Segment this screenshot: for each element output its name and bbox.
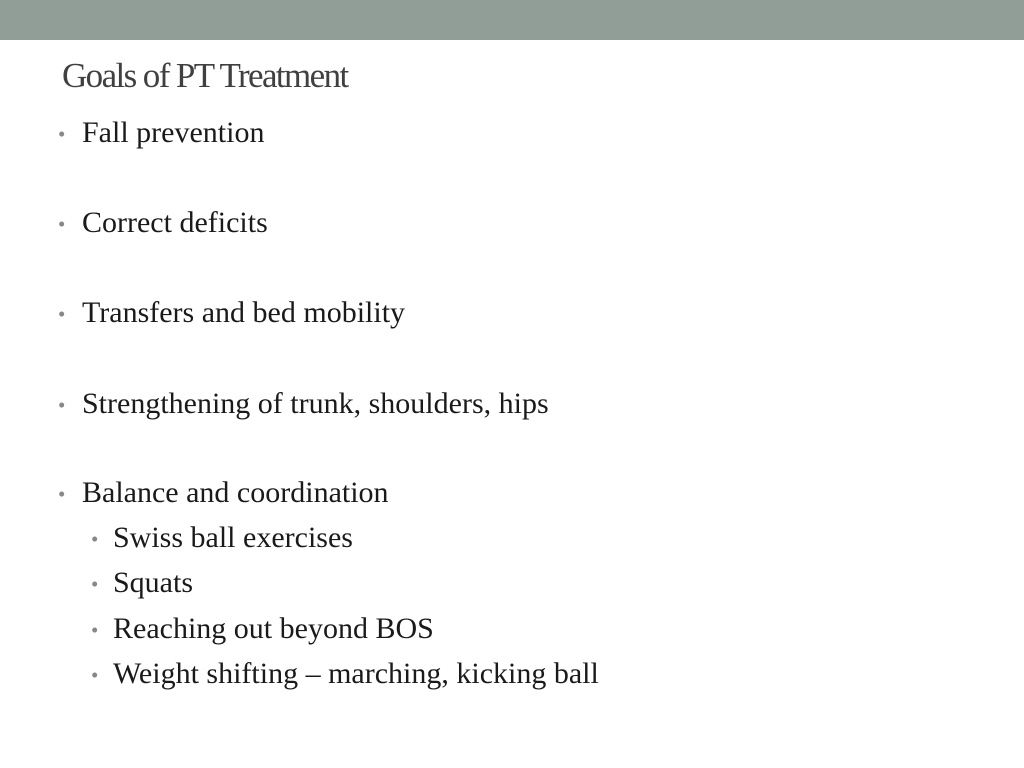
- bullet-icon: •: [58, 302, 66, 326]
- bullet-item-balance: [58, 475, 389, 511]
- bullet-text: Transfers and bed mobility: [82, 296, 406, 329]
- slide-title: Goals of PT Treatment: [62, 56, 348, 95]
- bullet-text: Correct deficits: [82, 206, 268, 239]
- bullet-text: Fall prevention: [82, 116, 265, 149]
- sub-bullet-text: Reaching out beyond BOS: [113, 612, 434, 645]
- bullet-icon: •: [91, 663, 99, 687]
- sub-bullet-text: Weight shifting – marching, kicking ball: [113, 657, 599, 690]
- sub-bullet-item-squats: [91, 565, 194, 601]
- sub-bullet-item-swiss-ball: [91, 520, 353, 556]
- bullet-item-correct-deficits: [58, 205, 268, 241]
- bullet-text: Balance and coordination: [82, 476, 389, 509]
- sub-bullet-text: Swiss ball exercises: [113, 521, 353, 554]
- bullet-item-fall-prevention: [58, 115, 265, 151]
- bullet-icon: •: [58, 212, 66, 236]
- bullet-icon: •: [58, 482, 66, 506]
- bullet-item-transfers: [58, 295, 406, 331]
- header-band: [0, 0, 1024, 40]
- bullet-icon: •: [91, 618, 99, 642]
- bullet-icon: •: [58, 393, 66, 417]
- sub-bullet-item-reaching: [91, 611, 434, 647]
- bullet-item-strengthening: [58, 386, 549, 422]
- sub-bullet-item-weight-shifting: [91, 656, 599, 692]
- bullet-text: Strengthening of trunk, shoulders, hips: [82, 387, 549, 420]
- bullet-icon: •: [91, 572, 99, 596]
- bullet-icon: •: [58, 122, 66, 146]
- sub-bullet-text: Squats: [113, 566, 194, 599]
- bullet-icon: •: [91, 527, 99, 551]
